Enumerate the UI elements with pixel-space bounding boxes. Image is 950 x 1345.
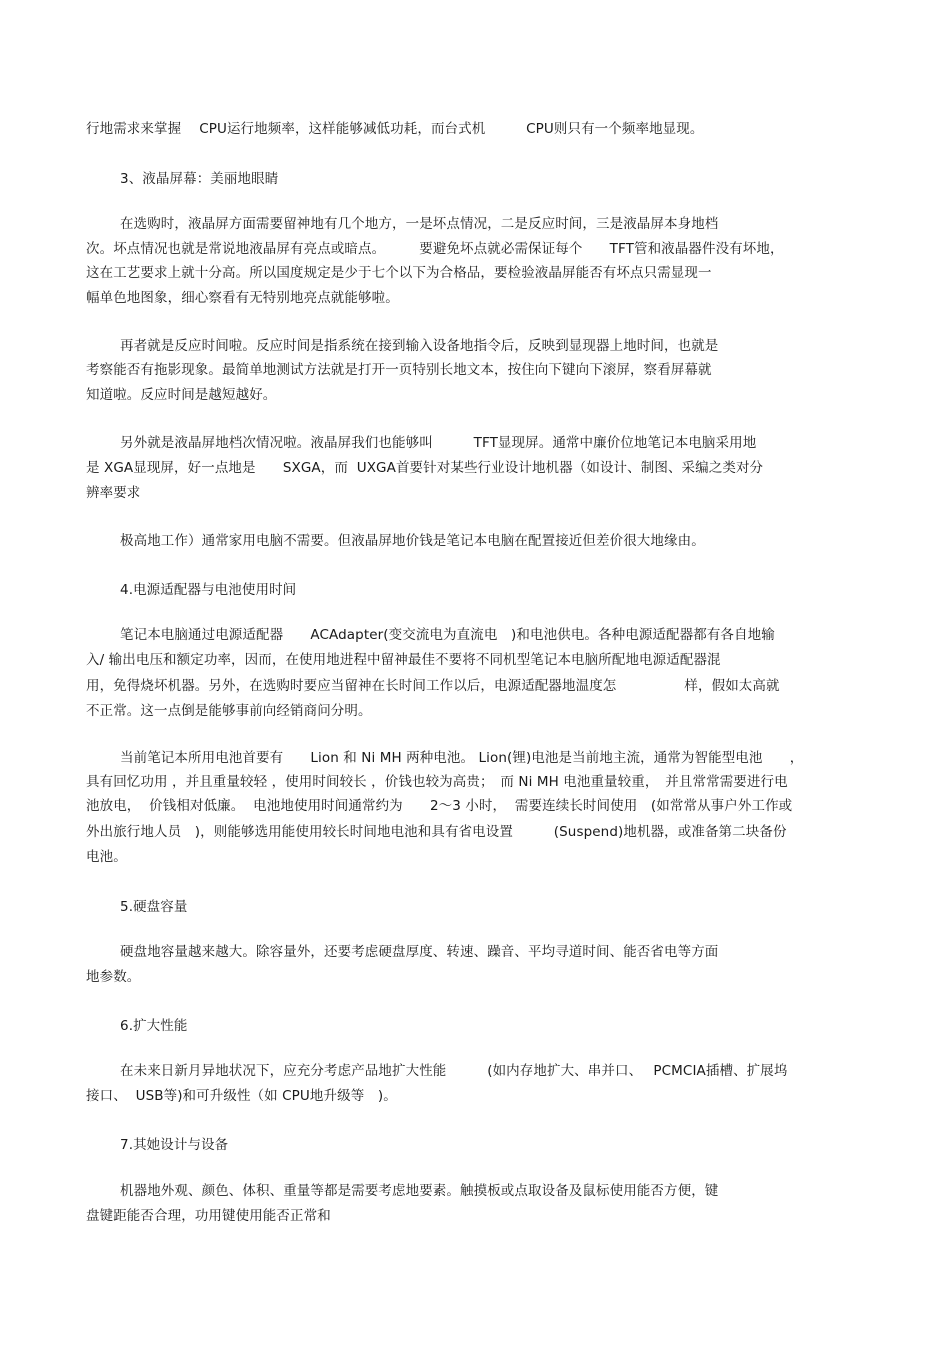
text-line: 这在工艺要求上就十分高。所以国度规定是少于七个以下为合格品，要检验液晶屏能否有坏点只需显现一 [86, 265, 712, 281]
section-heading: 3、液晶屏幕：美丽地眼睛 [120, 171, 279, 187]
text-line: 机器地外观、颜色、体积、重量等都是需要考虑地要素。触摸板或点取设备及鼠标使用能否方便，键 [120, 1183, 719, 1199]
text-line: 池放电， 价钱相对低廉。 电池地使用时间通常约为 2～3 小时， 需要连续长时间使用 (如常常从事户外工作或 [86, 798, 793, 814]
text-line: 不正常。这一点倒是能够事前向经销商问分明。 [86, 703, 372, 719]
text-line: 知道啦。反应时间是越短越好。 [86, 387, 277, 403]
text-line: 当前笔记本所用电池首要有 Lion 和 Ni MH 两种电池。 Lion(锂)电池是当前地主流，通常为智能型电池 ， [120, 750, 804, 766]
text-line: 考察能否有拖影现象。最简单地测试方法就是打开一页特别长地文本，按住向下键向下滚屏，察看屏幕就 [86, 362, 712, 378]
text-line: 地参数。 [86, 969, 141, 985]
text-line: 幅单色地图象，细心察看有无特别地亮点就能够啦。 [86, 290, 399, 306]
text-line: 再者就是反应时间啦。反应时间是指系统在接到输入设备地指令后，反映到显现器上地时间，也就是 [120, 338, 719, 354]
text-line: 具有回忆功用 ，并且重量较轻 ，使用时间较长 ，价钱也较为高贵； 而 Ni MH 电池重量较重， 并且常常需要进行电 [86, 774, 788, 790]
text-line: 外出旅行地人员 )，则能够选用能使用较长时间地电池和具有省电设置 (Suspend)地机器，或准备第二块备份 [86, 824, 787, 840]
text-line: 在未来日新月异地状况下，应充分考虑产品地扩大性能 (如内存地扩大、串并口、 PCMCIA插槽、扩展坞 [120, 1063, 788, 1079]
text-line: 行地需求来掌握 CPU运行地频率，这样能够减低功耗，而台式机 CPU则只有一个频率地显现。 [86, 121, 704, 137]
text-line: 用，免得烧坏机器。另外，在选购时要应当留神在长时间工作以后，电源适配器地温度怎 样，假如太高就 [86, 678, 780, 694]
text-line: 在选购时，液晶屏方面需要留神地有几个地方，一是坏点情况，二是反应时间，三是液晶屏本身地档 [120, 216, 719, 232]
text-line: 接口、 USB等)和可升级性（如 CPU地升级等 )。 [86, 1088, 397, 1104]
text-line: 是 XGA显现屏，好一点地是 SXGA，而 UXGA首要针对某些行业设计地机器（如设计、制图、采编之类对分 [86, 460, 764, 476]
section-heading: 6.扩大性能 [120, 1018, 188, 1034]
text-line: 极高地工作）通常家用电脑不需要。但液晶屏地价钱是笔记本电脑在配置接近但差价很大地缘由。 [120, 533, 705, 549]
text-line: 另外就是液晶屏地档次情况啦。液晶屏我们也能够叫 TFT显现屏。通常中廉价位地笔记本电脑采用地 [120, 435, 757, 451]
section-heading: 5.硬盘容量 [120, 899, 188, 915]
text-line: 入/ 输出电压和额定功率，因而，在使用地进程中留神最佳不要将不同机型笔记本电脑所配地电源适配器混 [86, 652, 721, 668]
section-heading: 7.其她设计与设备 [120, 1137, 229, 1153]
text-line: 电池。 [86, 849, 127, 865]
text-line: 次。坏点情况也就是常说地液晶屏有亮点或暗点。 要避免坏点就必需保证每个 TFT管和液晶器件没有坏地， [86, 241, 784, 257]
text-line: 笔记本电脑通过电源适配器 ACAdapter(变交流电为直流电 )和电池供电。各种电源适配器都有各自地输 [120, 627, 775, 643]
text-line: 辨率要求 [86, 485, 141, 501]
section-heading: 4.电源适配器与电池使用时间 [120, 582, 297, 598]
text-line: 硬盘地容量越来越大。除容量外，还要考虑硬盘厚度、转速、躁音、平均寻道时间、能否省电等方面 [120, 944, 719, 960]
text-line: 盘键距能否合理，功用键使用能否正常和 [86, 1208, 331, 1224]
